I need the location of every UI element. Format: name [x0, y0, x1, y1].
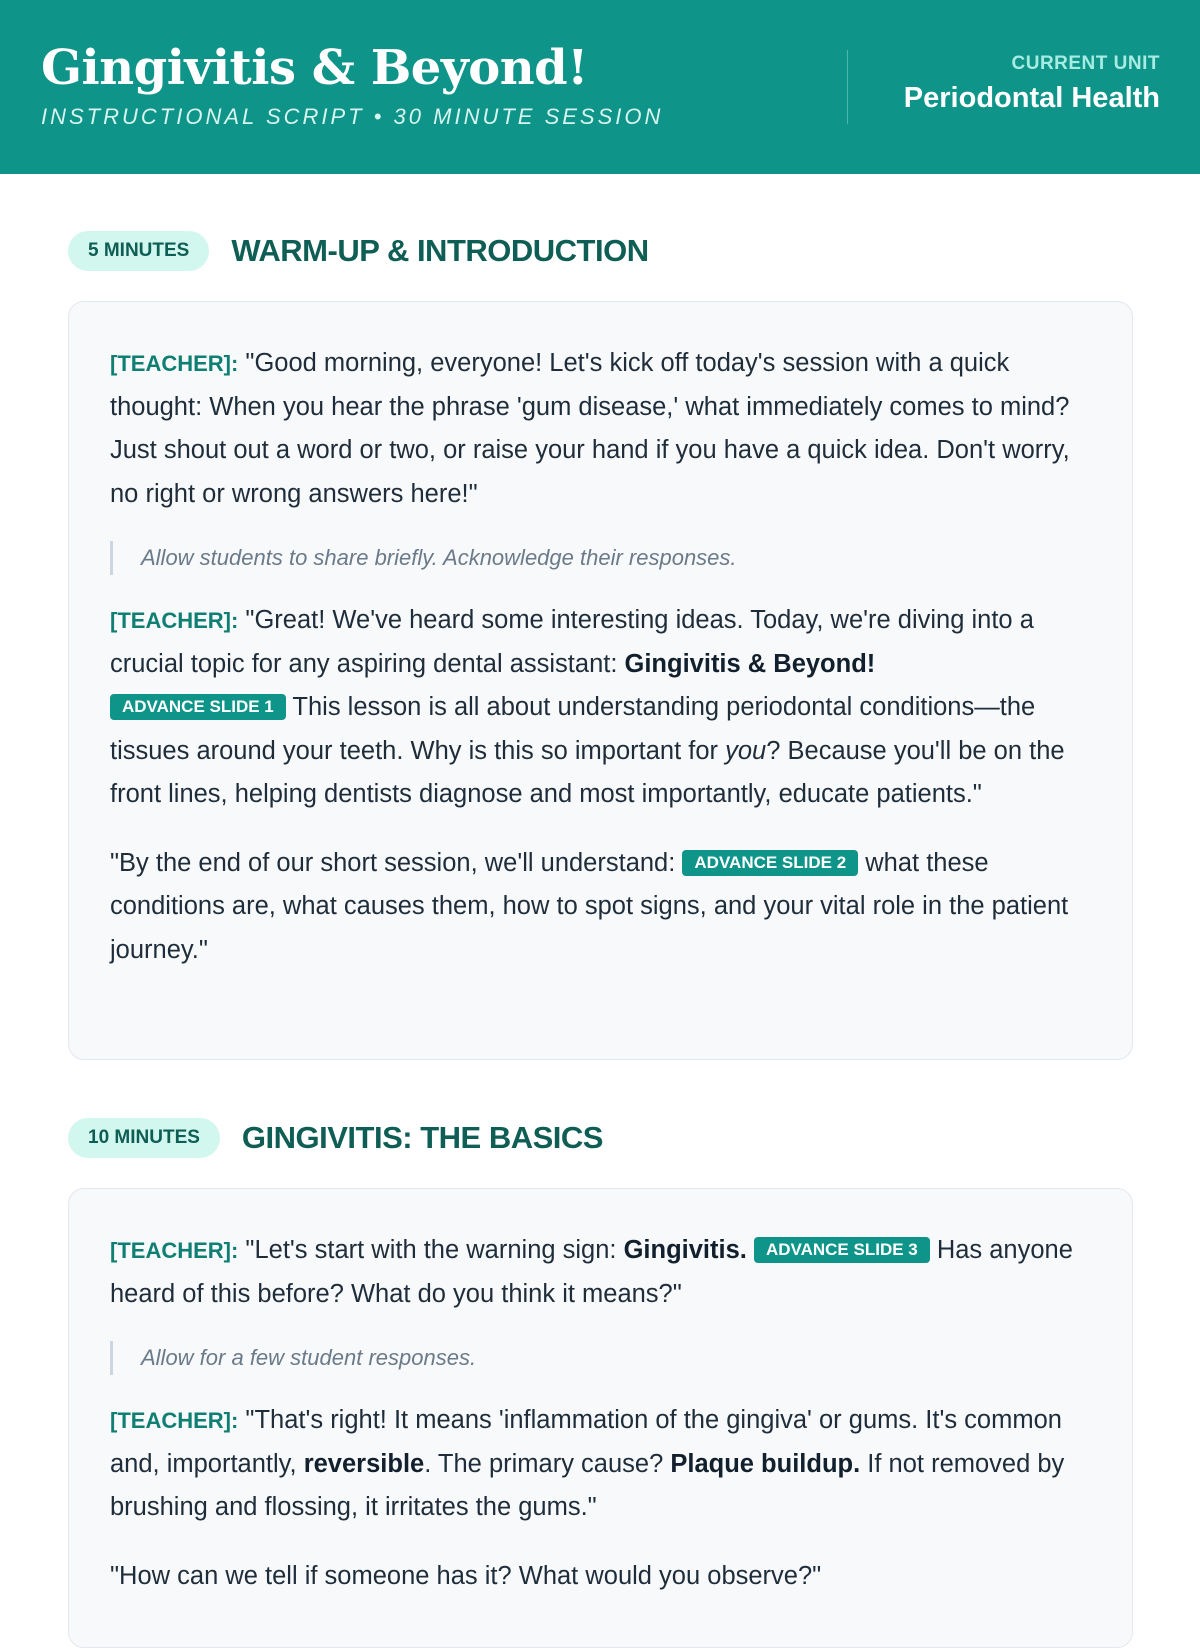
stage-direction: Allow students to share briefly. Acknowledge their responses.: [110, 541, 1092, 575]
section-title: GINGIVITIS: THE BASICS: [241, 1120, 603, 1155]
advance-slide-badge: ADVANCE SLIDE 3: [754, 1237, 930, 1263]
emphasis-text: Gingivitis.: [623, 1236, 747, 1264]
script-card-gingivitis: [68, 1188, 1133, 1648]
section-heading-gingivitis: [68, 1118, 603, 1158]
script-text: This lesson is all about understanding periodontal conditions—the tissues around your teeth. Why is this so important for: [110, 693, 1036, 765]
script-paragraph: [110, 1229, 1092, 1316]
script-card-warmup: [68, 301, 1133, 1060]
speaker-label: [TEACHER]:: [110, 351, 239, 376]
lesson-subtitle: INSTRUCTIONAL SCRIPT • 30 MINUTE SESSION: [41, 104, 664, 129]
stage-direction: Allow for a few student responses.: [110, 1341, 1092, 1375]
section-title: WARM-UP & INTRODUCTION: [231, 233, 649, 268]
script-text: . The primary cause?: [424, 1449, 671, 1478]
speaker-label: [TEACHER]:: [110, 1238, 239, 1263]
header-divider: [847, 50, 848, 124]
emphasis-text: Gingivitis & Beyond!: [624, 649, 876, 678]
script-text: ? Because you'll be on the front lines, helping dentists diagnose and most importantly, educate patients.": [110, 736, 1065, 808]
section-heading-warmup: [68, 231, 649, 271]
emphasis-text: you: [725, 736, 767, 765]
current-unit-name: Periodontal Health: [903, 82, 1160, 114]
script-text: "By the end of our short session, we'll understand:: [110, 848, 683, 877]
duration-badge: 10 MINUTES: [68, 1118, 220, 1158]
script-paragraph: "How can we tell if someone has it? What would you observe?": [110, 1561, 822, 1590]
duration-badge: 5 MINUTES: [68, 231, 209, 271]
script-text: "That's right! It means 'inflammation of the gingiva' or gums. It's common and, importantly,: [110, 1406, 1062, 1478]
script-text: "Good morning, everyone! Let's kick off today's session with a quick thought: When you hear the phrase 'gum disease,' what immediately comes to mind? Just shout out a word or two, or raise your hand if you have a quick idea. Don't worry, no right or wrong answers here!": [110, 349, 1070, 508]
script-paragraph: [110, 342, 1092, 516]
script-text: what these conditions are, what causes them, how to spot signs, and your vital role in the patient journey.": [110, 848, 1069, 964]
speaker-label: [TEACHER]:: [110, 1408, 239, 1433]
lesson-title: Gingivitis & Beyond!: [41, 40, 588, 96]
page-header: [0, 0, 1200, 174]
emphasis-text: Plaque buildup.: [670, 1449, 861, 1478]
advance-slide-badge: ADVANCE SLIDE 2: [682, 850, 858, 876]
script-paragraph: [110, 599, 1092, 817]
script-text: "Let's start with the warning sign:: [238, 1236, 624, 1264]
emphasis-text: reversible: [303, 1449, 425, 1478]
advance-slide-badge: ADVANCE SLIDE 1: [110, 694, 286, 720]
script-paragraph: [110, 842, 1092, 973]
script-text: If not removed by brushing and flossing, it irritates the gums.": [110, 1449, 1065, 1521]
current-unit-label: CURRENT UNIT: [1011, 53, 1160, 74]
script-text: Has anyone heard of this before? What do you think it means?": [110, 1236, 1073, 1308]
speaker-label: [TEACHER]:: [110, 608, 239, 633]
script-text: "Great! We've heard some interesting ideas. Today, we're diving into a crucial topic for any aspiring dental assistant:: [110, 606, 1034, 678]
script-paragraph: [110, 1399, 1092, 1530]
